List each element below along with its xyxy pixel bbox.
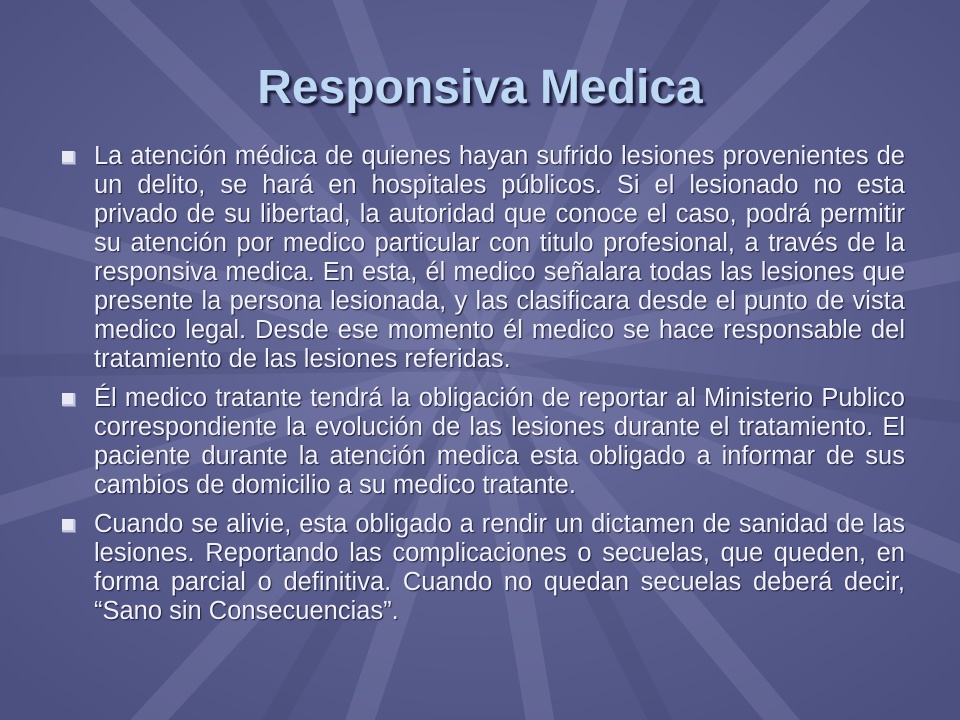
- square-bullet-icon: [62, 393, 75, 406]
- bullet-item: [62, 142, 905, 374]
- bullet-text: Él medico tratante tendrá la obligación de reportar al Ministerio Publico correspondiente la evolución de las lesiones durante el tratamiento. El paciente durante la atención medica esta obligado a informar de sus cambios de domicilio a su medico tratante.: [94, 384, 905, 499]
- square-bullet-icon: [62, 519, 75, 532]
- square-bullet-icon: [62, 151, 75, 164]
- bullet-item: [62, 510, 905, 626]
- bullet-text: La atención médica de quienes hayan sufrido lesiones provenientes de un delito, se hará en hospitales públicos. Si el lesionado no esta privado de su libertad, la autoridad que conoce el caso, podrá permitir su atención por medico particular con titulo profesional, a través de la responsiva medica. En esta, él medico señalara todas las lesiones que presente la persona lesionada, y las clasificara desde el punto de vista medico legal. Desde ese momento él medico se hace responsable del tratamiento de las lesiones referidas.: [94, 142, 905, 373]
- bullet-list: [62, 142, 905, 636]
- slide-title: Responsiva Medica: [257, 61, 703, 114]
- bullet-item: [62, 384, 905, 500]
- bullet-text: Cuando se alivie, esta obligado a rendir un dictamen de sanidad de las lesiones. Reportando las complicaciones o secuelas, que queden, en forma parcial o definitiva. Cuando no quedan secuelas deberá decir, “Sano sin Consecuencias”.: [94, 510, 905, 625]
